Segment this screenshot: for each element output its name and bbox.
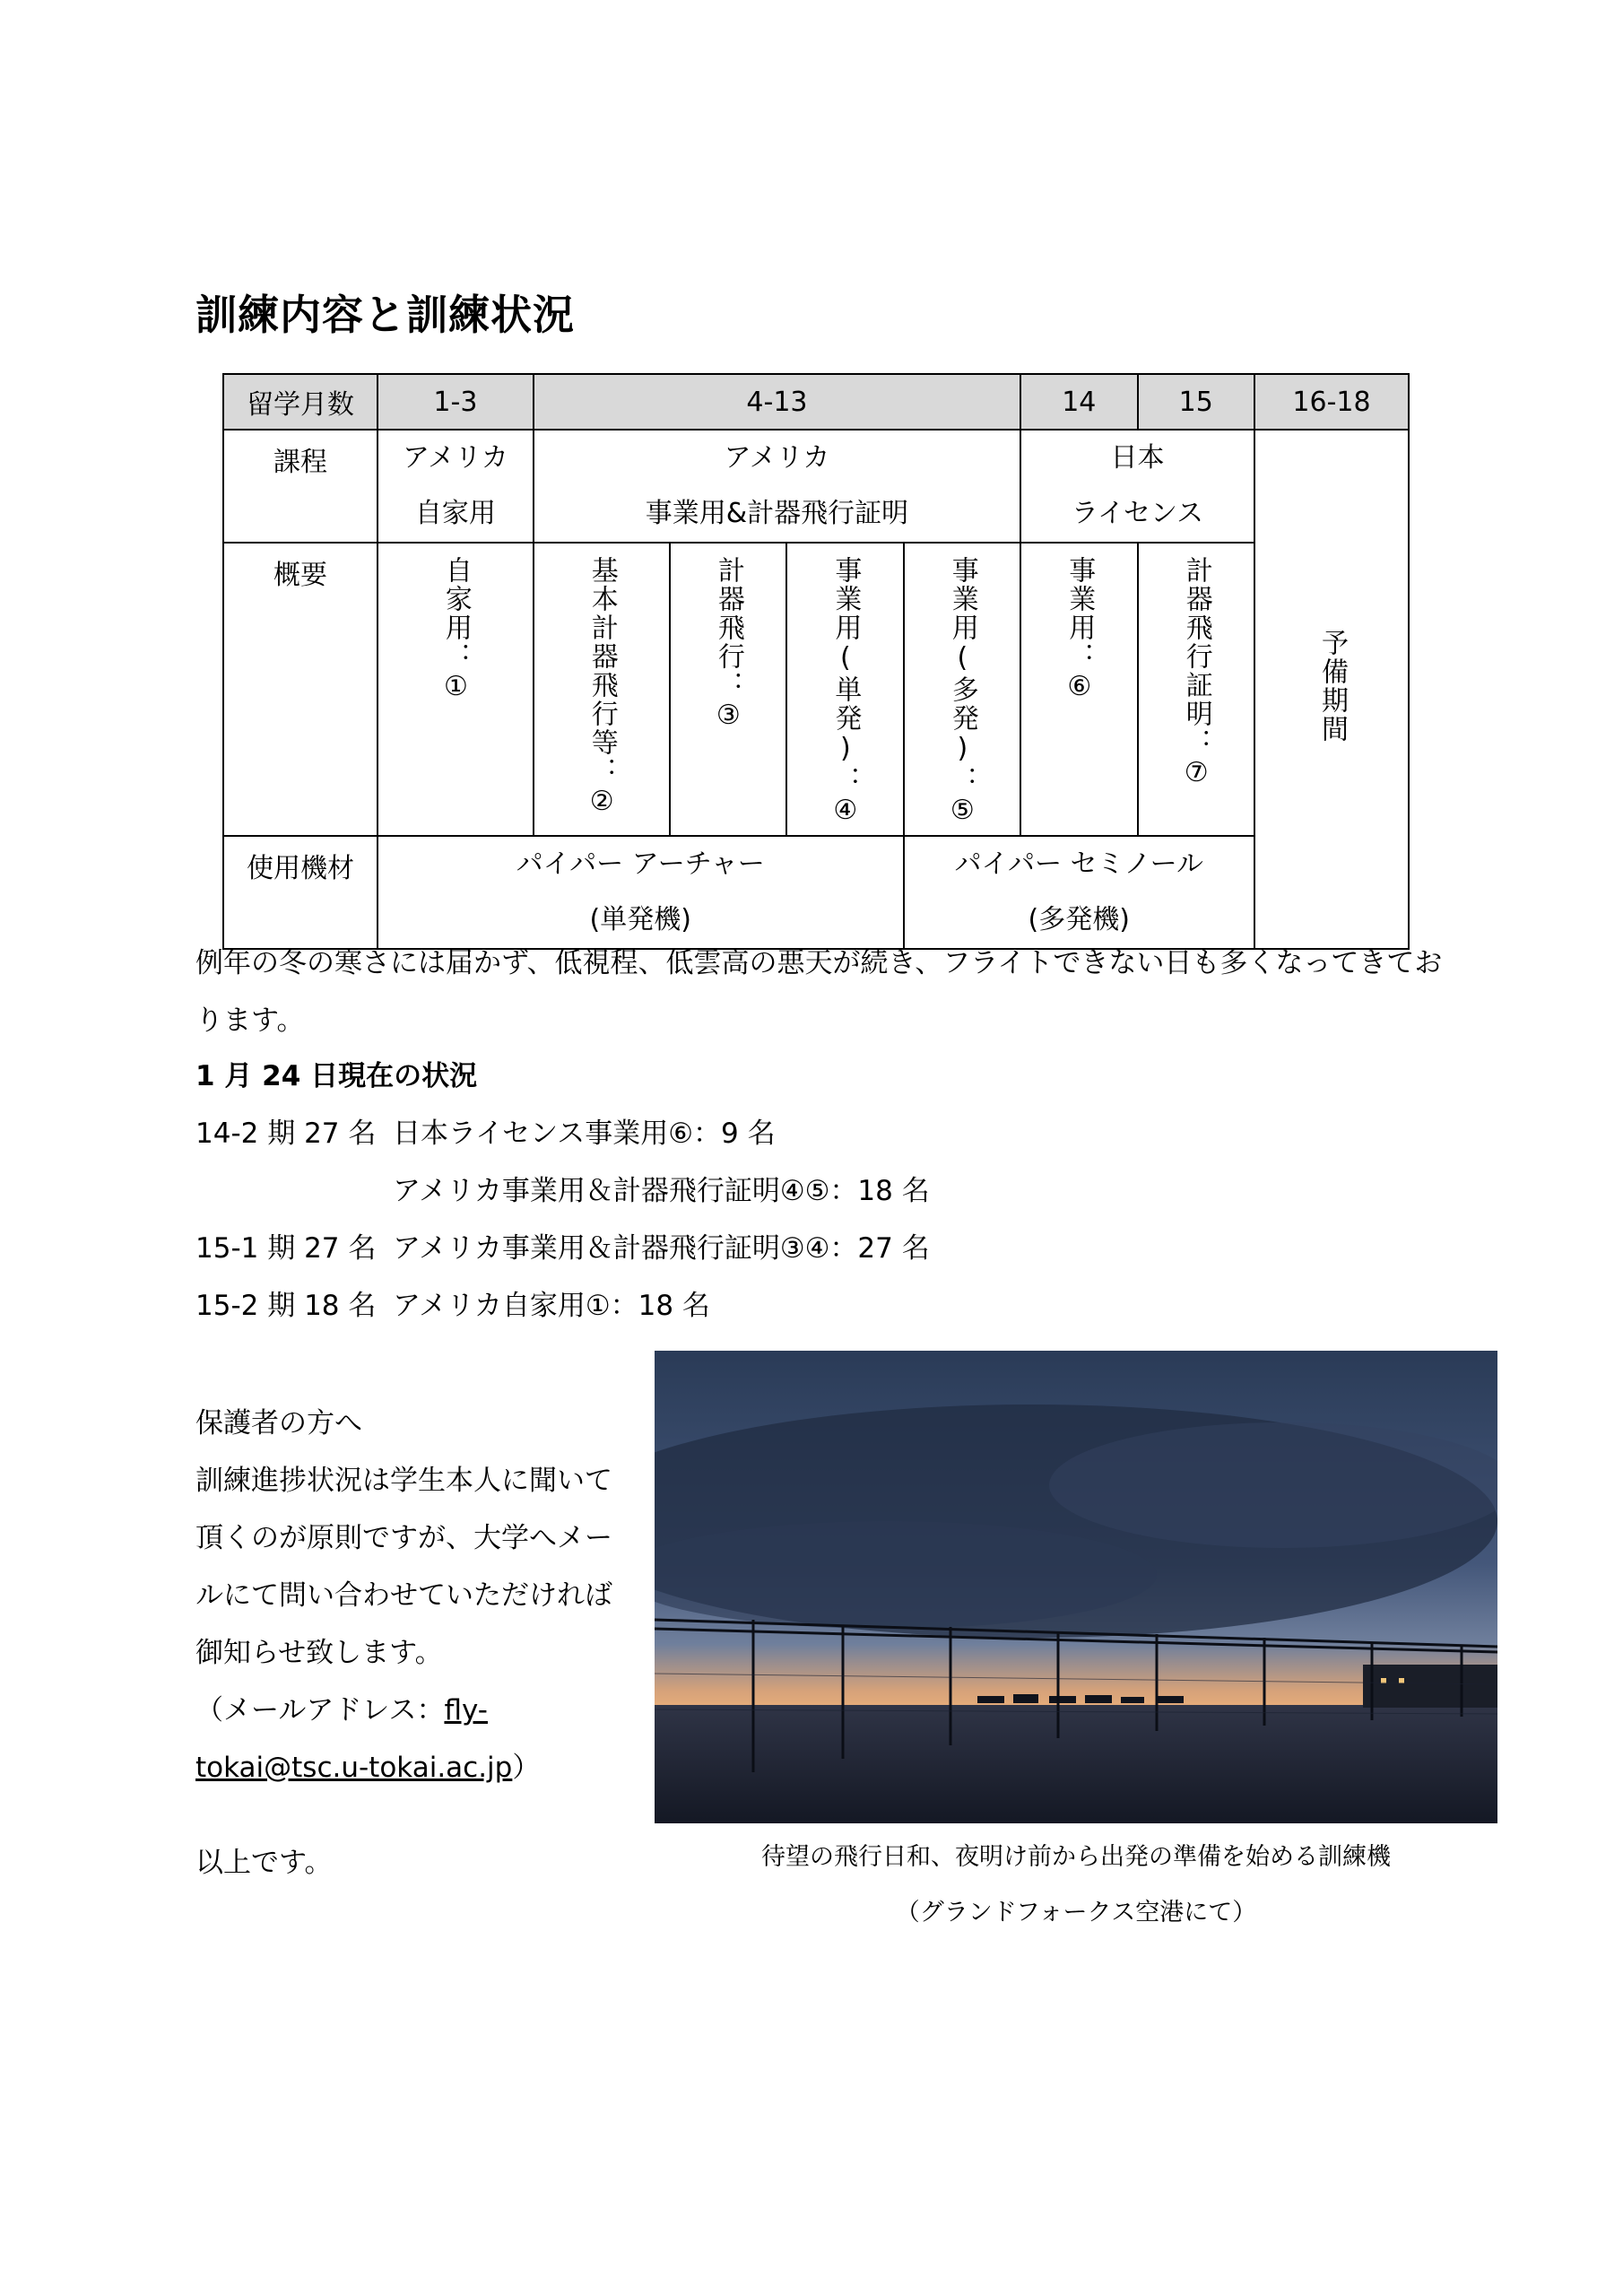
course-row (223, 430, 1409, 543)
header-month-16-18: 16-18 (1254, 374, 1409, 430)
course-us-commercial-line2: 事業用&計器飛行証明 (645, 498, 909, 529)
status-group: 15-1 期 27 名 (195, 1232, 377, 1265)
course-us-private (378, 430, 534, 543)
outline-row (223, 543, 1409, 836)
guardian-line: 御知らせ致します。 (195, 1637, 443, 1669)
outline-cell (1020, 543, 1137, 836)
outline-item: 計器飛行証明：⑦ (1180, 556, 1212, 790)
outline-cell (1138, 543, 1254, 836)
header-month-15: 15 (1138, 374, 1254, 430)
weather-paragraph: 例年の冬の寒さには届かず、低視程、低雲高の悪天が続き、フライトできない日も多くなってきております。 (195, 947, 1443, 1037)
equipment-single-line1: パイパー アーチャー (516, 848, 765, 880)
outline-cell (670, 543, 786, 836)
email-link-part2[interactable]: tokai@tsc.u-tokai.ac.jp (195, 1752, 513, 1784)
email-link-part1[interactable]: fly- (444, 1694, 488, 1726)
guardian-heading: 保護者の方へ (195, 1407, 362, 1439)
header-label: 留学月数 (223, 374, 378, 430)
guardian-email-line2 (195, 1739, 662, 1796)
status-row (195, 1220, 930, 1277)
equipment-multi-line2: (多発機) (1028, 904, 1130, 935)
outline-item: 自家用：① (439, 556, 472, 704)
outline-item: 事業用(単発)：④ (829, 556, 862, 828)
guardian-line: 訓練進捗状況は学生本人に聞いて (195, 1465, 612, 1497)
course-japan-license-line2: ライセンス (1071, 498, 1204, 529)
outline-item: 計器飛行：③ (712, 556, 744, 733)
table-header-row (223, 374, 1409, 430)
airport-dawn-photo (655, 1351, 1497, 1823)
status-detail: 日本ライセンス事業用⑥：9 名 (393, 1118, 776, 1150)
course-us-commercial (534, 430, 1020, 543)
reserve-period-cell (1254, 430, 1409, 949)
status-row (195, 1162, 930, 1220)
outline-cell (378, 543, 534, 836)
equipment-label: 使用機材 (223, 836, 378, 949)
status-detail: アメリカ事業用＆計器飛行証明③④：27 名 (393, 1232, 930, 1265)
equipment-single-engine (378, 836, 904, 949)
outline-label: 概要 (223, 543, 378, 836)
course-us-private-line1: アメリカ (402, 442, 508, 474)
course-japan-license (1020, 430, 1254, 543)
photo-caption-line1: 待望の飛行日和、夜明け前から出発の準備を始める訓練機 (761, 1843, 1391, 1871)
status-row (195, 1105, 776, 1162)
reserve-period: 予備期間 (1315, 628, 1348, 744)
outline-cell (534, 543, 670, 836)
photo-caption (655, 1830, 1497, 1941)
photo-caption-line2: （グランドフォークス空港にて） (895, 1899, 1257, 1926)
training-schedule-table (222, 373, 1410, 950)
header-month-1-3: 1-3 (378, 374, 534, 430)
outline-item: 事業用(多発)：⑤ (946, 556, 978, 828)
equipment-multi-line1: パイパー セミノール (954, 848, 1203, 880)
email-prefix: （メールアドレス： (195, 1694, 445, 1726)
equipment-single-line2: (単発機) (589, 904, 691, 935)
outline-cell (786, 543, 903, 836)
guardian-line: 頂くのが原則ですが、大学へメー (195, 1522, 612, 1554)
course-label: 課程 (223, 430, 378, 543)
outline-item: 基本計器飛行等：② (586, 556, 618, 819)
guardian-line: ルにて問い合わせていただければ (195, 1579, 612, 1612)
status-detail: アメリカ事業用＆計器飛行証明④⑤：18 名 (393, 1175, 930, 1207)
guardian-email-line (195, 1682, 662, 1739)
guardian-notice (195, 1395, 662, 1796)
equipment-multi-engine (904, 836, 1254, 949)
course-us-commercial-line1: アメリカ (724, 442, 830, 474)
status-heading: 1 月 24 日現在の状況 (195, 1060, 478, 1092)
status-detail: アメリカ自家用①：18 名 (393, 1290, 710, 1322)
photo-graphic (655, 1351, 1497, 1823)
status-group: 14-2 期 27 名 (195, 1118, 377, 1150)
header-month-14: 14 (1020, 374, 1137, 430)
closing-text: 以上です。 (195, 1847, 333, 1879)
course-japan-license-line1: 日本 (1110, 442, 1165, 474)
outline-item: 事業用：⑥ (1063, 556, 1096, 704)
status-row (195, 1277, 710, 1335)
outline-cell (904, 543, 1021, 836)
status-group: 15-2 期 18 名 (195, 1290, 377, 1322)
equipment-row (223, 836, 1409, 949)
email-suffix: ） (512, 1752, 541, 1784)
header-month-4-13: 4-13 (534, 374, 1020, 430)
course-us-private-line2: 自家用 (414, 498, 496, 529)
page-title: 訓練内容と訓練状況 (195, 291, 575, 339)
